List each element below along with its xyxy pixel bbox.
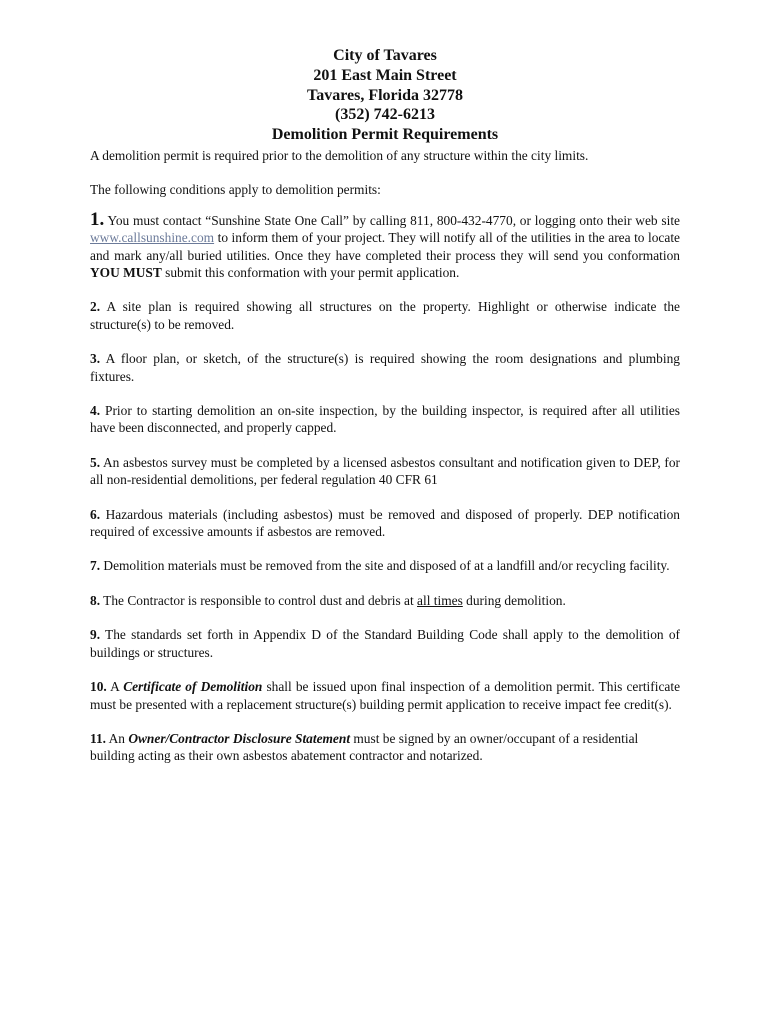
requirement-4-number: 4. xyxy=(90,403,101,419)
requirement-7-text: Demolition materials must be removed from the site and disposed of at a landfill and/or recycling facility. xyxy=(100,558,670,574)
requirement-8-text-a: The Contractor is responsible to control dust and debris at xyxy=(100,592,418,608)
document-header xyxy=(90,46,680,145)
city-name: City of Tavares xyxy=(333,47,437,64)
requirement-4-text: Prior to starting demolition an on-site inspection, by the building inspector, is required after all utilities have been disconnected, and properly capped. xyxy=(90,403,680,436)
requirement-5 xyxy=(90,454,680,489)
requirement-3 xyxy=(90,350,680,385)
requirement-1-emphasis: YOU MUST xyxy=(90,265,162,281)
requirement-10-text-b: shall be issued upon final inspection of a demolition permit. This certificate must be presented with a replacement structure(s) building permit application to receive impact fee credit(s). xyxy=(90,679,681,712)
requirement-8-number: 8. xyxy=(90,592,101,608)
requirement-3-text: A floor plan, or sketch, of the structure(s) is required showing the room designations and plumbing fixtures. xyxy=(90,351,680,384)
requirement-1-text-a: You must contact “Sunshine State One Call” by calling 811, 800-432-4770, or logging onto their web site xyxy=(104,212,680,228)
requirement-10-number: 10. xyxy=(90,679,107,695)
requirement-10 xyxy=(90,678,680,713)
requirement-9-number: 9. xyxy=(90,627,101,643)
disclosure-statement: Owner/Contractor Disclosure Statement xyxy=(128,730,351,746)
requirement-7 xyxy=(90,557,680,574)
requirement-5-text: An asbestos survey must be completed by a licensed asbestos consultant and notification given to DEP, for all non-residential demolitions, per federal regulation 40 CFR 61 xyxy=(90,454,680,488)
requirement-8-underline: all times xyxy=(417,592,463,608)
requirement-6-number: 6. xyxy=(90,506,101,522)
requirement-2-text: A site plan is required showing all structures on the property. Highlight or otherwise indicate the structure(s) to be removed. xyxy=(90,299,680,332)
certificate-of-demolition: Certificate of Demolition xyxy=(123,679,263,695)
requirement-8-text-b: during demolition. xyxy=(462,592,566,608)
requirement-6 xyxy=(90,506,680,541)
requirement-11 xyxy=(90,730,680,765)
requirement-1 xyxy=(90,208,680,282)
requirement-6-text: Hazardous materials (including asbestos) must be removed and disposed of properly. DEP notification required of excessive amounts if asbestos are removed. xyxy=(90,506,680,540)
requirement-8 xyxy=(90,592,680,609)
requirement-1-text-b: to inform them of your project. They will notify all of the utilities in the area to locate and mark any/all buried utilities. Once they have completed their process they will send you conformation xyxy=(90,230,680,263)
requirement-7-number: 7. xyxy=(90,558,101,574)
requirement-2 xyxy=(90,298,680,333)
requirement-1-number: 1. xyxy=(90,208,105,230)
requirement-4 xyxy=(90,402,680,437)
callsunshine-link[interactable]: www.callsunshine.com xyxy=(90,230,215,246)
intro-paragraph: A demolition permit is required prior to the demolition of any structure within the city limits. xyxy=(90,147,589,163)
document-title: Demolition Permit Requirements xyxy=(271,126,499,144)
requirement-11-text-a: An xyxy=(106,730,129,746)
phone-number: (352) 742-6213 xyxy=(335,106,435,124)
requirement-1-text-c: submit this conformation with your permit application. xyxy=(161,265,460,281)
requirement-10-text-a: A xyxy=(106,679,124,695)
requirement-5-number: 5. xyxy=(90,454,101,470)
requirement-11-text-b: must be signed by an owner/occupant of a residential building acting as their own asbestos abatement contractor and notarized. xyxy=(90,730,639,764)
requirement-9 xyxy=(90,626,680,661)
requirement-3-number: 3. xyxy=(90,351,101,367)
requirement-9-text: The standards set forth in Appendix D of the Standard Building Code shall apply to the demolition of buildings or structures. xyxy=(90,627,680,660)
requirement-2-number: 2. xyxy=(90,299,101,315)
conditions-heading: The following conditions apply to demolition permits: xyxy=(90,182,381,198)
city-state-zip: Tavares, Florida 32778 xyxy=(306,86,463,104)
street-address: 201 East Main Street xyxy=(313,66,457,84)
requirement-11-number: 11. xyxy=(90,730,106,746)
